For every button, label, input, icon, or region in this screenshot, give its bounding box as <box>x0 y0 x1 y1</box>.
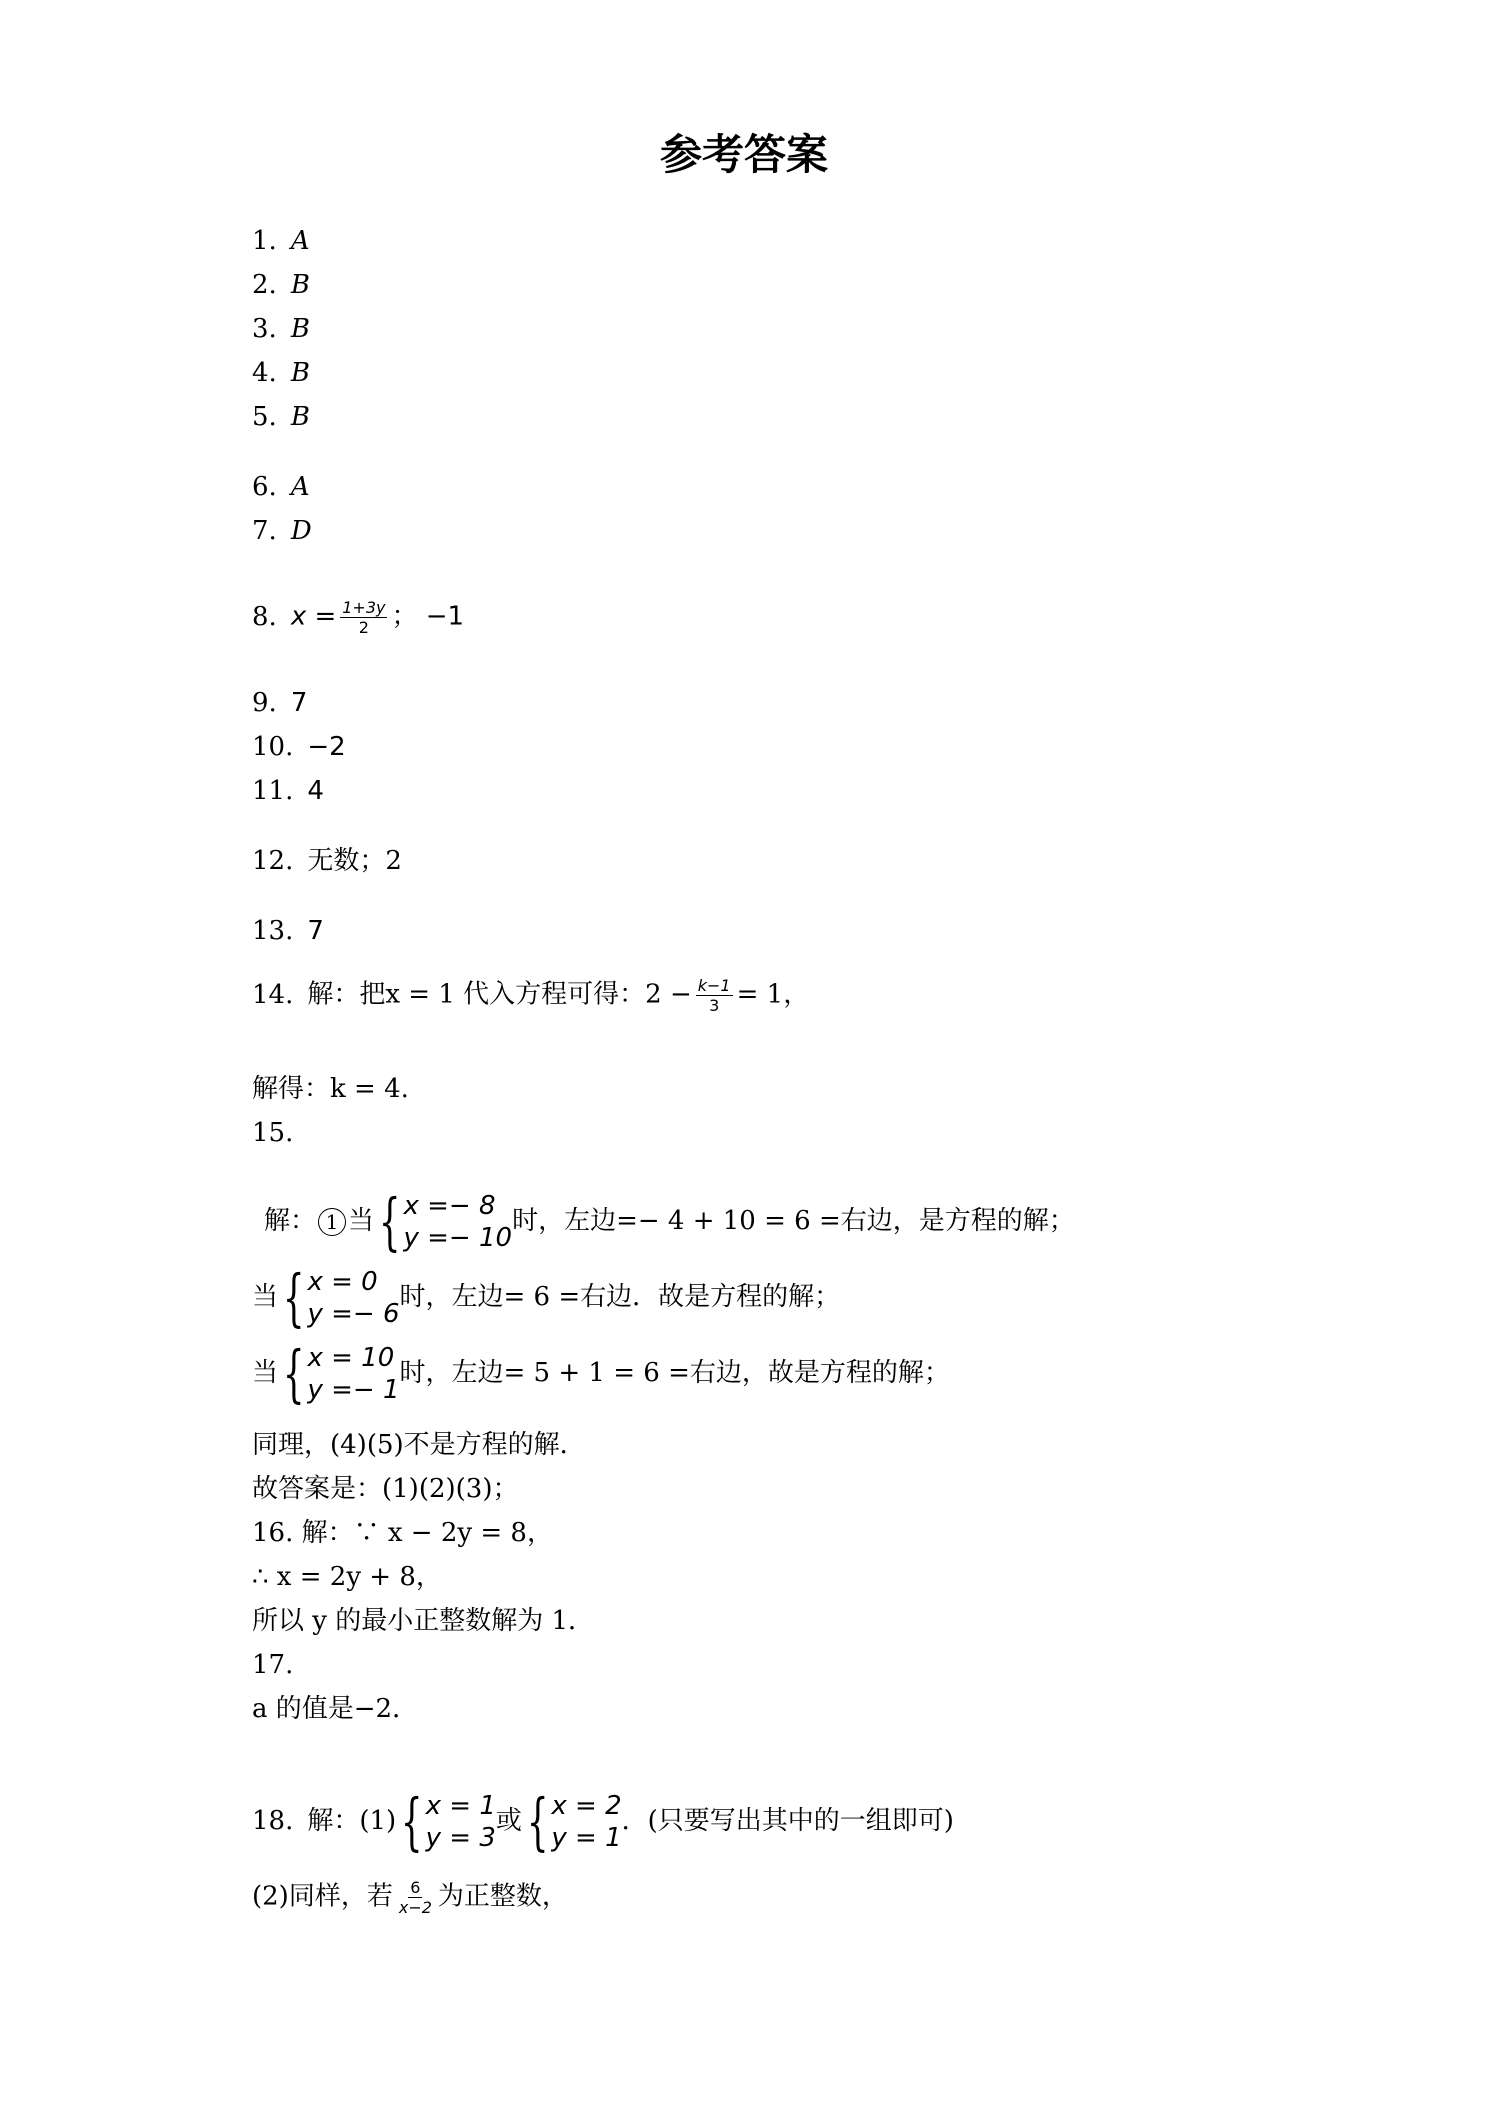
system-row-1: x = 1 <box>425 1791 496 1821</box>
answer-4 <box>252 356 310 390</box>
system-row-2: y =− 1 <box>307 1375 400 1405</box>
fraction-numerator: 6 <box>410 1878 421 1897</box>
equation-system <box>396 1785 496 1858</box>
fraction-numerator: k−1 <box>697 976 731 995</box>
fraction-denominator: x−2 <box>398 1898 432 1917</box>
answer-value: −2 <box>307 732 346 762</box>
question-number: 14. <box>252 979 294 1010</box>
answer-15-line-5: 故答案是：(1)(2)(3)； <box>252 1474 519 1504</box>
brace-icon: { <box>401 1785 423 1858</box>
answer-value: B <box>290 314 310 344</box>
answer-17-line-2: a 的值是−2． <box>252 1694 419 1724</box>
solution-label: 解：(1) <box>307 1806 397 1836</box>
equation-system <box>522 1785 622 1858</box>
fraction-numerator: 1+3y <box>342 598 386 617</box>
question-number: 6. <box>252 472 277 502</box>
brace-icon: { <box>526 1785 549 1858</box>
brace-icon: { <box>282 1337 305 1410</box>
question-number: 9. <box>252 688 277 718</box>
answer-5 <box>252 400 310 434</box>
system-row-2: y = 1 <box>551 1823 622 1853</box>
answer-17-number: 17. <box>252 1650 294 1680</box>
answer-15-line-3 <box>252 1337 950 1410</box>
answer-15-line-1 <box>264 1185 1075 1258</box>
answer-15-line-4: 同理，(4)(5)不是方程的解． <box>252 1430 586 1460</box>
question-number: 8. <box>252 601 277 632</box>
fraction <box>340 598 387 637</box>
answer-16-line-2: ∴ x = 2y + 8， <box>252 1562 442 1592</box>
answer-15-number: 15. <box>252 1118 294 1148</box>
answer-11 <box>252 774 324 808</box>
answer-18-line-1 <box>252 1785 954 1858</box>
explanation: 时，左边= 5 + 1 = 6 =右边，故是方程的解； <box>399 1358 950 1388</box>
answer-7 <box>252 514 312 548</box>
answer-8 <box>252 598 464 637</box>
answer-value: 4 <box>307 776 324 806</box>
answer-14 <box>252 976 809 1015</box>
fraction <box>696 976 733 1015</box>
answer-value: B <box>290 270 310 300</box>
system-row-1: x = 10 <box>307 1343 395 1373</box>
answer-14-result: 解得：k = 4. <box>252 1074 409 1104</box>
answer-16-line-1: 16. 解：∵ x − 2y = 8， <box>252 1518 553 1548</box>
equation-system <box>278 1337 400 1410</box>
answer-value: A <box>290 226 310 256</box>
answer-prefix: 解：把x = 1 代入方程可得：2 − <box>307 979 692 1010</box>
answer-18-line-2 <box>252 1878 568 1917</box>
system-row-1: x =− 8 <box>403 1191 496 1221</box>
answer-suffix: ； −1 <box>391 601 465 632</box>
answer-value: 7 <box>290 688 308 718</box>
explanation: 时，左边= 6 =右边．故是方程的解； <box>399 1282 841 1312</box>
answer-value: B <box>290 358 310 388</box>
system-row-2: y = 3 <box>425 1823 496 1853</box>
equation-system <box>278 1261 400 1334</box>
question-number: 2. <box>252 270 277 300</box>
system-row-1: x = 2 <box>551 1791 622 1821</box>
answer-2 <box>252 268 310 302</box>
when-label: 当 <box>252 1282 279 1312</box>
fraction <box>397 1878 434 1917</box>
question-number: 7. <box>252 516 277 546</box>
answer-prefix: x = <box>290 601 337 632</box>
explanation: 时，左边=− 4 + 10 = 6 =右边，是方程的解； <box>512 1206 1075 1236</box>
answer-3 <box>252 312 310 346</box>
question-number: 5. <box>252 402 277 432</box>
solution-label: 解： <box>264 1206 317 1236</box>
answer-suffix: = 1， <box>736 979 810 1010</box>
question-number: 11. <box>252 776 294 806</box>
question-number: 4. <box>252 358 277 388</box>
answer-value: A <box>290 472 310 502</box>
note: ．(只要写出其中的一组即可) <box>621 1806 954 1836</box>
line-prefix: (2)同样，若 <box>252 1881 393 1912</box>
answer-value: B <box>290 402 310 432</box>
when-label: 当 <box>348 1206 375 1236</box>
answer-value: 7 <box>307 916 324 946</box>
question-number: 10. <box>252 732 294 762</box>
question-number: 12. <box>252 846 294 876</box>
answer-10 <box>252 730 346 764</box>
question-number: 3. <box>252 314 277 344</box>
fraction-denominator: 2 <box>358 618 369 637</box>
page-title: 参考答案 <box>659 130 828 179</box>
answer-12 <box>252 844 402 878</box>
question-number: 18. <box>252 1806 294 1836</box>
answer-9 <box>252 686 307 720</box>
answer-13 <box>252 914 324 948</box>
line-suffix: 为正整数， <box>437 1881 568 1912</box>
answer-value: D <box>290 516 312 546</box>
answer-16-line-3: 所以 y 的最小正整数解为 1． <box>252 1606 595 1636</box>
system-row-2: y =− 10 <box>403 1223 513 1253</box>
brace-icon: { <box>378 1185 401 1258</box>
brace-icon: { <box>282 1261 305 1334</box>
equation-system <box>374 1185 513 1258</box>
question-number: 13. <box>252 916 294 946</box>
answer-value: 无数；2 <box>307 846 402 876</box>
system-row-1: x = 0 <box>307 1267 378 1297</box>
answer-1 <box>252 224 310 258</box>
question-number: 1. <box>252 226 277 256</box>
system-row-2: y =− 6 <box>307 1299 400 1329</box>
when-label: 当 <box>252 1358 279 1388</box>
answer-6 <box>252 470 310 504</box>
fraction-denominator: 3 <box>709 996 720 1015</box>
answer-15-line-2 <box>252 1261 841 1334</box>
circled-number: 1 <box>318 1208 346 1236</box>
or-label: 或 <box>495 1806 522 1836</box>
